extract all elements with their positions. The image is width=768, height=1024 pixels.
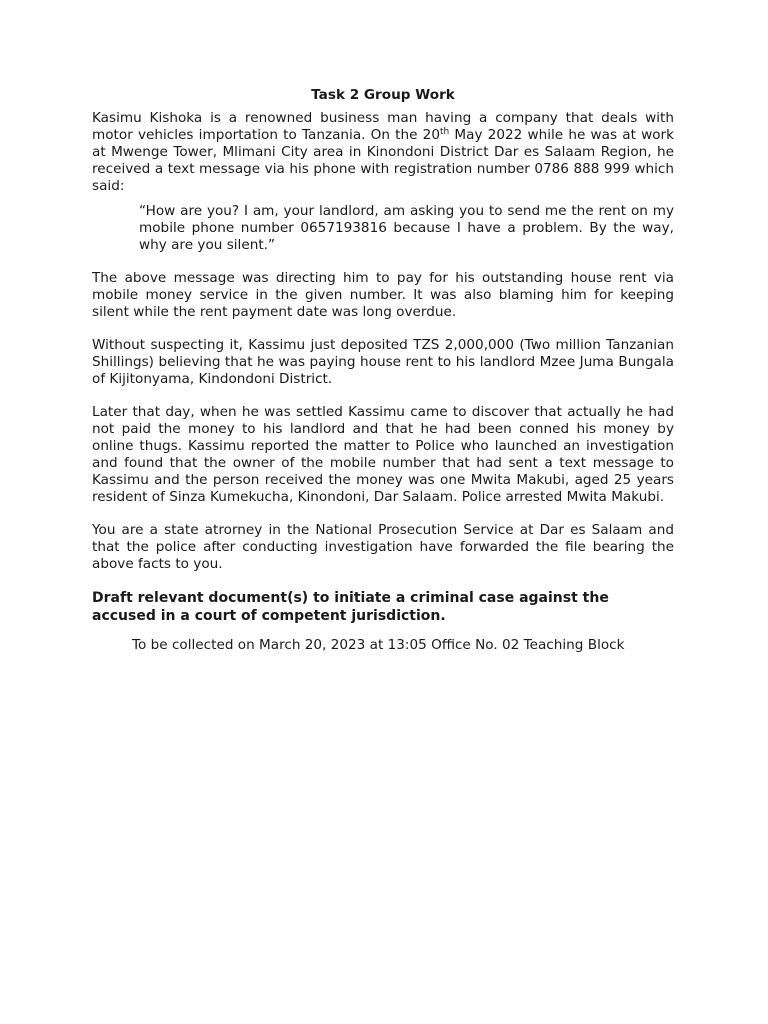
document-body — [92, 87, 674, 654]
paragraph-intro-text-a: Kasimu Kishoka is a renowned business man having a company that deals with motor vehicles importation to Tanzania. On the 20 — [92, 110, 674, 143]
task-instruction: Draft relevant document(s) to initiate a criminal case against the accused in a court of competent jurisdiction. — [92, 590, 609, 624]
paragraph-investigation: Later that day, when he was settled Kassimu came to discover that actually he had not paid the money to his landlord and that he had been conned his money by online thugs. Kassimu reported the matter to Police who launched an investigation and found that the owner of the mobile number that had sent a text message to Kassimu and the person received the money was one Mwita Makubi, aged 25 years resident of Sinza Kumekucha, Kinondoni, Dar Salaam. Police arrested Mwita Makubi. — [92, 404, 674, 505]
paragraph-intro-text-b: May 2022 while he was at work at Mwenge Tower, Mlimani City area in Kinondoni District Dar es Salaam Region, he received a text message via his phone with registration number 0786 888 999 which said: — [92, 127, 674, 194]
paragraph-message-explanation: The above message was directing him to pay for his outstanding house rent via mobile money service in the given number. It was also blaming him for keeping silent while the rent payment date was long overdue. — [92, 270, 674, 320]
page-title: Task 2 Group Work — [311, 87, 455, 103]
paragraph-state-attorney: You are a state atrorney in the National Prosecution Service at Dar es Salaam and that the police after conducting investigation have forwarded the file bearing the above facts to you. — [92, 522, 674, 572]
collection-note: To be collected on March 20, 2023 at 13:05 Office No. 02 Teaching Block — [132, 637, 625, 653]
paragraph-deposit: Without suspecting it, Kassimu just deposited TZS 2,000,000 (Two million Tanzanian Shillings) believing that he was paying house rent to his landlord Mzee Juma Bungala of Kijitonyama, Kindondoni District. — [92, 337, 674, 387]
paragraph-intro — [92, 110, 674, 195]
quoted-message: “How are you? I am, your landlord, am asking you to send me the rent on my mobile phone number 0657193816 because I have a problem. By the way, why are you silent.” — [139, 203, 674, 253]
ordinal-suffix: th — [439, 127, 450, 137]
